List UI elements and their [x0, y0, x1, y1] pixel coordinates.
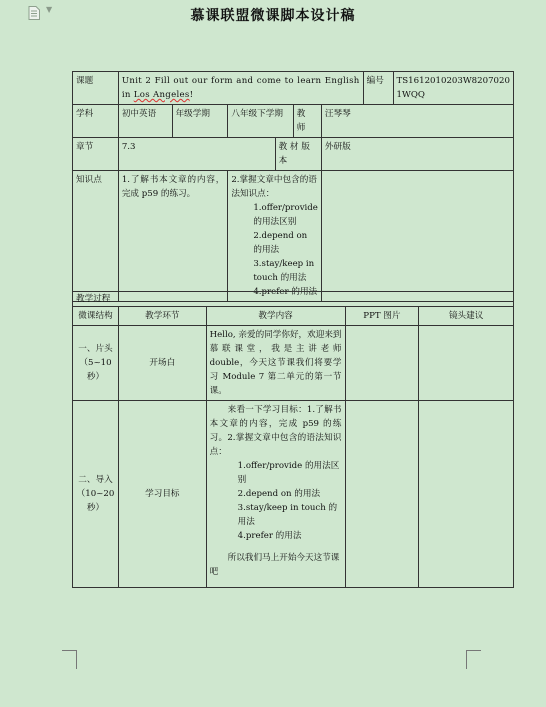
ppt-cell — [345, 401, 419, 588]
col-content-header: 教学内容 — [206, 307, 345, 326]
table-row — [73, 171, 514, 302]
page-corner-mark — [466, 650, 481, 669]
page-title: 慕课联盟微课脚本设计稿 — [190, 8, 356, 24]
code-label: 编号 — [363, 72, 393, 105]
edition-label: 教 材 版 本 — [275, 138, 321, 171]
grade-value: 八年级下学期 — [228, 105, 293, 138]
table-header-row — [73, 307, 514, 326]
edition-value: 外研版 — [321, 138, 513, 171]
knowledge-point-2: 2.掌握文章中包含的语法知识点： 1.offer/provide 的用法区别 2.depend on 的用法 3.stay/keep in touch 的用法 4.prefer 的用法 — [228, 171, 322, 302]
content-cell: Hello, 亲爱的同学你好，欢迎来到慕联课堂，我是主讲老师double，今天这节课我们将要学习 Module 7 第二单元的第一节课。 — [206, 326, 345, 401]
table-row — [73, 292, 514, 307]
table-row — [73, 72, 514, 105]
content-cell: 来看一下学习目标：1.了解书本文章的内容，完成 p59 的练习。2.掌握文章中包含的语法知识点： 1.offer/provide 的用法区别 2.depend on 的用法 3.stay/keep in touch 的用法 4.prefer 的用法 所以我们马上开始今天这节课吧 — [206, 401, 345, 588]
table-row — [73, 138, 514, 171]
grade-label: 年级学期 — [172, 105, 228, 138]
teacher-value: 汪琴琴 — [321, 105, 513, 138]
page-corner-mark — [62, 650, 77, 669]
ppt-cell — [345, 326, 419, 401]
col-structure-header: 微课结构 — [73, 307, 119, 326]
code-value: TS1612010203W82070201WQQ — [393, 72, 513, 105]
knowledge-empty-cell — [321, 171, 513, 302]
course-topic-value: Unit 2 Fill out our form and come to learn English in Los Angeles! — [118, 72, 363, 105]
course-info-table — [72, 71, 514, 302]
camera-cell — [419, 401, 514, 588]
col-step-header: 教学环节 — [118, 307, 206, 326]
table-row — [73, 105, 514, 138]
teaching-process-table — [72, 291, 514, 588]
knowledge-label: 知识点 — [73, 171, 119, 302]
chapter-value: 7.3 — [118, 138, 275, 171]
chevron-down-icon[interactable]: ▼ — [46, 5, 53, 14]
teacher-label: 教 师 — [293, 105, 321, 138]
table-row — [73, 401, 514, 588]
knowledge-point-1: 1.了解书本文章的内容，完成 p59 的练习。 — [118, 171, 228, 302]
subject-value: 初中英语 — [118, 105, 172, 138]
chapter-label: 章节 — [73, 138, 119, 171]
step-cell: 学习目标 — [118, 401, 206, 588]
structure-cell: 一、片头（5~10秒） — [73, 326, 119, 401]
step-cell: 开场白 — [118, 326, 206, 401]
col-ppt-header: PPT 图片 — [345, 307, 419, 326]
course-topic-label: 课题 — [73, 72, 119, 105]
section-label: 教学过程 — [73, 292, 514, 307]
subject-label: 学科 — [73, 105, 119, 138]
camera-cell — [419, 326, 514, 401]
col-camera-header: 镜头建议 — [419, 307, 514, 326]
table-row — [73, 326, 514, 401]
structure-cell: 二、导入（10~20秒） — [73, 401, 119, 588]
